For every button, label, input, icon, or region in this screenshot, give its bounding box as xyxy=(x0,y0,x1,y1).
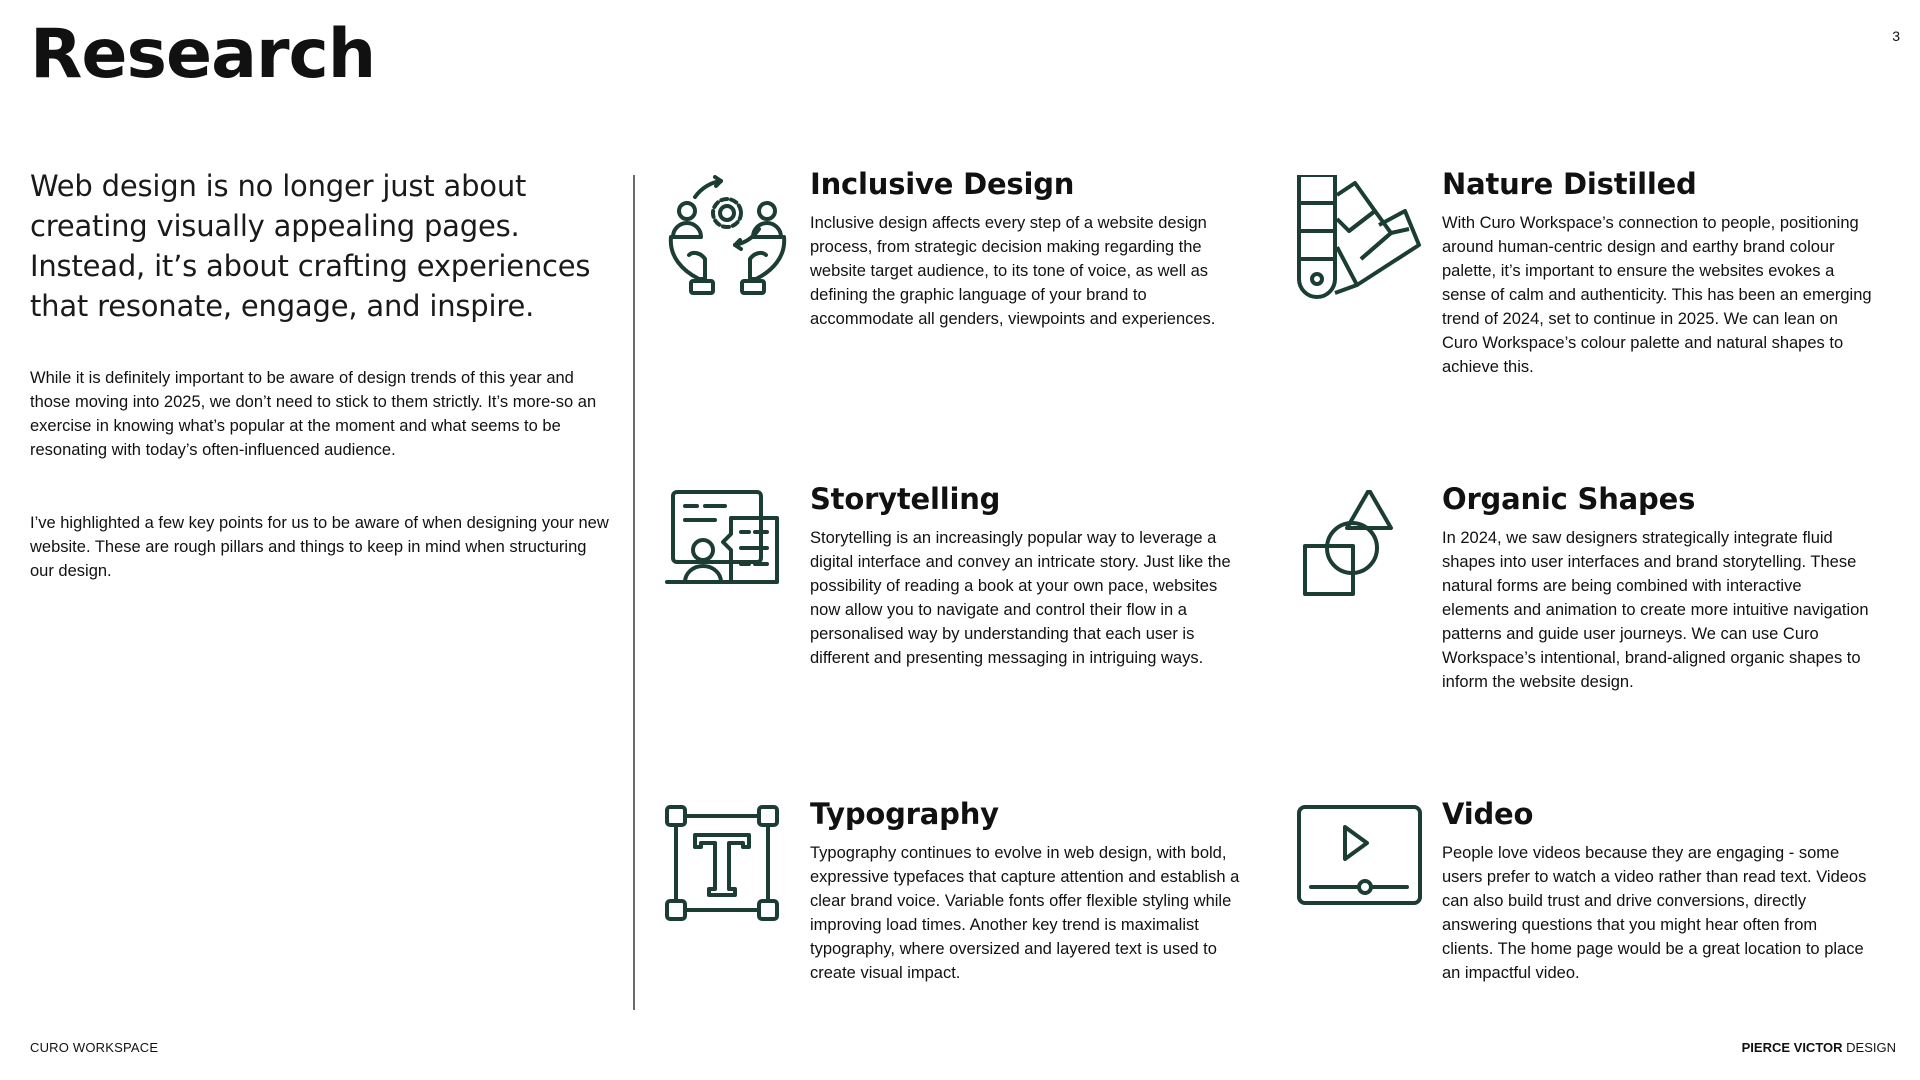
body-paragraph-1: While it is definitely important to be aware of design trends of this year and those moving into 2025, we don’t need to stick to them strictly. It’s more-so an exercise in knowing what’s popular at the moment and what seems to be resonating with today’s often-influenced audience. xyxy=(30,369,597,459)
trend-heading: Nature Distilled xyxy=(1442,167,1697,201)
trend-inclusive-design xyxy=(665,167,1285,435)
page-number: 3 xyxy=(1892,28,1900,44)
trend-nature-distilled xyxy=(1297,167,1917,435)
trend-description: With Curo Workspace’s connection to people, positioning around human-centric design and earthy brand colour palette, it’s important to ensure the websites evokes a sense of calm and authenticity. This has been an emerging trend of 2024, set to continue in 2025. We can lean on Curo Workspace’s colour palette and natural shapes to achieve this. xyxy=(1442,214,1872,376)
footer-agency-regular: DESIGN xyxy=(1842,1040,1896,1055)
trend-description: Typography continues to evolve in web design, with bold, expressive typefaces that capture attention and establish a clear brand voice. Variable fonts offer flexible styling while improving load times. Another key trend is maximalist typography, where oversized and layered text is used to create visual impact. xyxy=(810,844,1240,982)
trend-description: People love videos because they are engaging - some users prefer to watch a video rather than read text. Videos can also build trust and drive conversions, directly answering questions that you might hear often from clients. The home page would be a great location to place an impactful video. xyxy=(1442,844,1867,982)
footer-agency-name xyxy=(1742,1040,1896,1055)
video-player-icon xyxy=(1297,805,1422,930)
colour-swatch-icon xyxy=(1297,175,1422,300)
trend-heading: Video xyxy=(1442,797,1534,831)
vertical-divider xyxy=(633,175,635,1010)
text-tool-icon xyxy=(665,805,790,930)
inclusive-hands-icon xyxy=(665,175,790,300)
storyboard-presenter-icon xyxy=(665,490,790,615)
trend-storytelling xyxy=(665,482,1285,750)
trend-description: Storytelling is an increasingly popular way to leverage a digital interface and convey an intricate story. Just like the possibility of reading a book at your own pace, websites now allow you to navigate and control their flow in a personalised way by understanding that each user is different and presenting messaging in intriguing ways. xyxy=(810,529,1231,667)
trend-heading: Inclusive Design xyxy=(810,167,1075,201)
body-paragraph-2: I’ve highlighted a few key points for us to be aware of when designing your new website. These are rough pillars and things to keep in mind when structuring our design. xyxy=(30,514,609,580)
trend-organic-shapes xyxy=(1297,482,1917,750)
shapes-icon xyxy=(1297,490,1422,615)
footer-agency-bold: PIERCE VICTOR xyxy=(1741,1040,1843,1055)
trend-description: In 2024, we saw designers strategically integrate fluid shapes into user interfaces and brand storytelling. These natural forms are being combined with interactive elements and animation to create more intuitive navigation patterns and guide user journeys. We can use Curo Workspace’s intentional, brand-aligned organic shapes to inform the website design. xyxy=(1442,529,1869,691)
trend-description: Inclusive design affects every step of a website design process, from strategic decision making regarding the website target audience, to its tone of voice, as well as defining the graphic language of your brand to accommodate all genders, viewpoints and experiences. xyxy=(810,214,1216,328)
trend-heading: Typography xyxy=(810,797,999,831)
trend-video xyxy=(1297,797,1917,1065)
trend-typography xyxy=(665,797,1285,1065)
page-title: Research xyxy=(30,15,376,94)
trend-heading: Storytelling xyxy=(810,482,1001,516)
intro-lead: Web design is no longer just about creating visually appealing pages. Instead, it’s about crafting experiences that resonate, engage, and inspire. xyxy=(30,169,591,323)
trend-heading: Organic Shapes xyxy=(1442,482,1696,516)
footer-client-name: CURO WORKSPACE xyxy=(30,1040,159,1055)
